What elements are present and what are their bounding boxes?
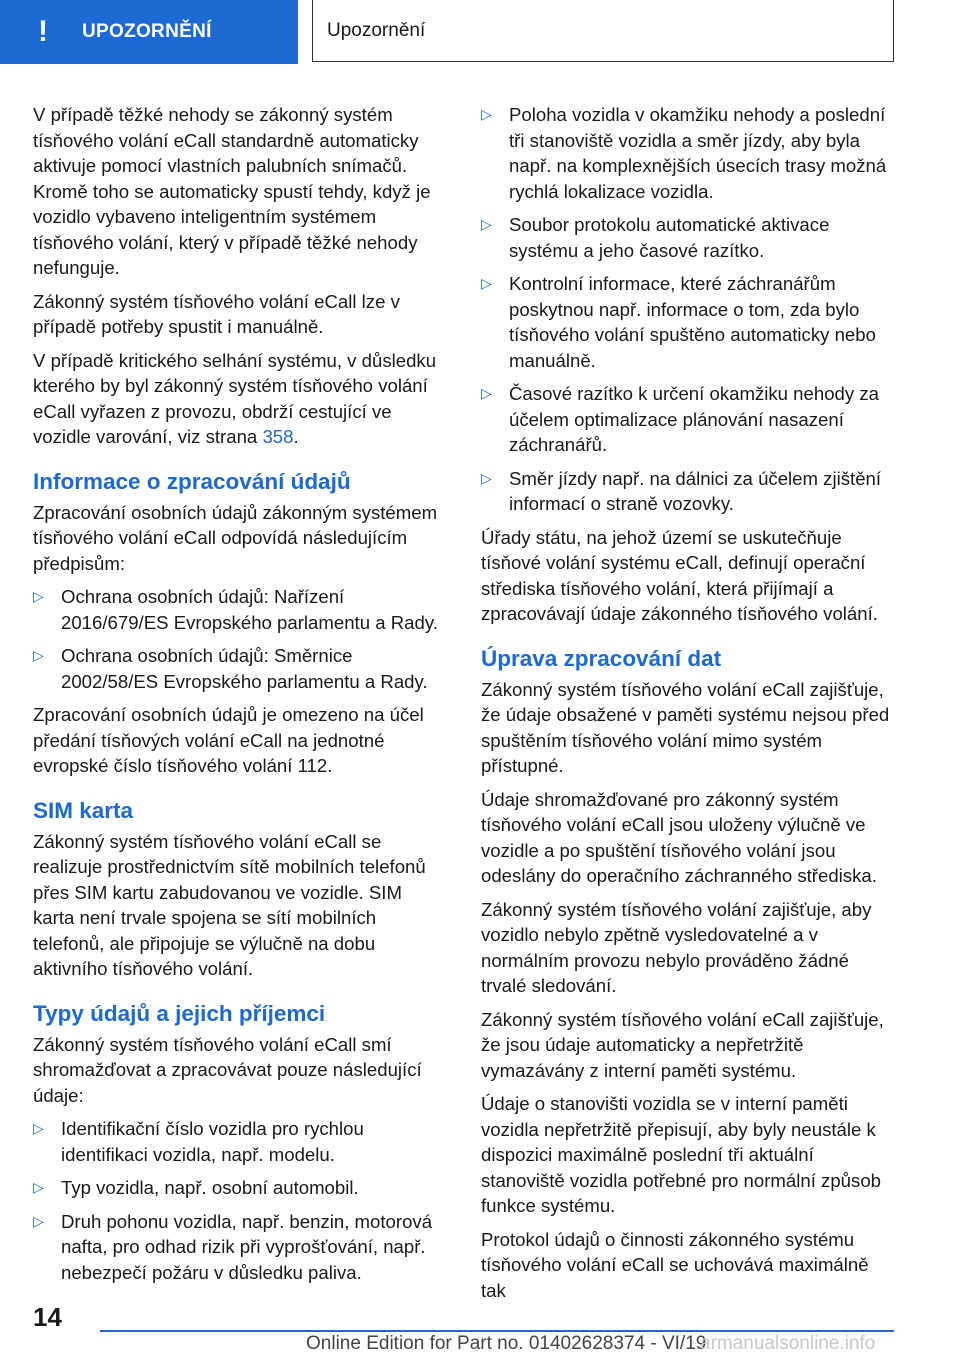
bullet-list [33, 1116, 447, 1285]
list-item: ▷ Poloha vozidla v okamžiku nehody a poslední tři stanoviště vozidla a směr jízdy, aby byla např. na komplexnějších úsecích trasy možná rychlá lokalizace vozidla. [481, 104, 887, 202]
paragraph: V případě kritického selhání systému, v důsledku kterého by byl zákonný systém tísňového volání eCall vyřazen z provozu, obdrží cestující ve vozidle varování, viz strana 358. [33, 349, 437, 447]
left-column [33, 102, 447, 1293]
heading-data-processing-edit: Úprava zpracování dat [481, 645, 722, 671]
list-item: ▷ Typ vozidla, např. osobní automobil. [33, 1175, 447, 1201]
list-item: ▷ Druh pohonu vozidla, např. benzin, motorová nafta, pro odhad rizik při vyprošťování, např. nebezpečí požáru v důsledku paliva. [33, 1210, 433, 1283]
bullet-list [481, 102, 895, 517]
paragraph: Protokol údajů o činnosti zákonného systému tísňového volání eCall se uchovává maximálně tak [481, 1228, 869, 1301]
paragraph: Zákonný systém tísňového volání eCall se realizuje prostřednictvím sítě mobilních telefonů přes SIM kartu zabudovanou ve vozidle. SIM karta není trvale spojena se sítí mobilních telefonů, ale připojuje se výlučně na dobu aktivního tísňového volání. [33, 830, 426, 979]
section-tab [0, 0, 298, 64]
list-item: ▷ Ochrana osobních údajů: Směrnice 2002/58/ES Evropského parlamentu a Rady. [33, 645, 428, 692]
list-item: ▷ Identifikační číslo vozidla pro rychlou identifikaci vozidla, např. modelu. [33, 1118, 364, 1165]
triangle-bullet-icon: ▷ [33, 647, 44, 663]
list-item: ▷ Soubor protokolu automatické aktivace systému a jeho časové razítko. [481, 214, 830, 261]
paragraph: Údaje shromažďované pro zákonný systém tísňového volání eCall jsou uloženy výlučně ve vozidle a po spuštění tísňového volání jsou odeslány do operačního záchranného střediska. [481, 788, 877, 886]
list-item: ▷ Ochrana osobních údajů: Nařízení 2016/679/ES Evropského parlamentu a Rady. [33, 586, 438, 633]
list-item: ▷ Směr jízdy např. na dálnici za účelem zjištění informací o straně vozovky. [481, 467, 882, 514]
paragraph: Zákonný systém tísňového volání eCall smí shromažďovat a zpracovávat pouze následující údaje: [33, 1033, 422, 1106]
triangle-bullet-icon: ▷ [481, 275, 492, 291]
list-item: ▷ Kontrolní informace, které záchranářům poskytnou např. informace o tom, zda bylo tísňového volání spuštěno automaticky nebo manuálně. [481, 273, 876, 371]
paragraph: Zákonný systém tísňového volání eCall lze v případě potřeby spustit i manuálně. [33, 290, 400, 337]
paragraph: Zákonný systém tísňového volání eCall zajišťuje, že údaje obsažené v paměti systému nejsou před spuštěním tísňového volání mimo systém přístupné. [481, 678, 890, 776]
paragraph: Údaje o stanovišti vozidla se v interní paměti vozidla nepřetržitě přepisují, aby byly neustále k dispozici maximálně poslední tři aktuální stanoviště vozidla potřebné pro normální způsob funkce systému. [481, 1093, 882, 1216]
triangle-bullet-icon: ▷ [481, 106, 492, 122]
triangle-bullet-icon: ▷ [33, 588, 44, 604]
chapter-title: Upozornění [327, 19, 426, 41]
right-column [481, 102, 895, 1311]
paragraph: Zpracování osobních údajů je omezeno na účel předání tísňových volání eCall na jednotné evropské číslo tísňového volání 112. [33, 704, 424, 776]
heading-sim-card: SIM karta [33, 797, 134, 823]
triangle-bullet-icon: ▷ [481, 385, 492, 401]
footer-divider [100, 1330, 894, 1332]
triangle-bullet-icon: ▷ [33, 1212, 44, 1229]
page-reference-link[interactable]: 358 [262, 426, 294, 447]
bullet-list [33, 584, 447, 694]
paragraph: Zákonný systém tísňového volání zajišťuje, aby vozidlo nebylo zpětně vysledovatelné a v normálním provozu nebylo prováděno žádné trvalé sledování. [481, 898, 872, 996]
heading-data-types: Typy údajů a jejich příjemci [33, 1000, 326, 1026]
section-label: UPOZORNĚNÍ [82, 21, 212, 42]
triangle-bullet-icon: ▷ [33, 1179, 44, 1195]
triangle-bullet-icon: ▷ [481, 469, 492, 486]
heading-data-processing: Informace o zpracování údajů [33, 468, 351, 494]
paragraph: Zákonný systém tísňového volání eCall zajišťuje, že jsou údaje automaticky a nepřetržitě vymazávány z interní paměti systému. [481, 1008, 884, 1081]
paragraph: Zpracování osobních údajů zákonným systémem tísňového volání eCall odpovídá následujícím předpisům: [33, 501, 438, 574]
chapter-title-box [312, 0, 894, 62]
edition-footer: Online Edition for Part no. 01402628374 - VI/19 [306, 1333, 707, 1354]
triangle-bullet-icon: ▷ [33, 1120, 44, 1136]
paragraph: Úřady státu, na jehož území se uskutečňuje tísňové volání systému eCall, definují operační střediska tísňového volání, která přijímají a zpracovávají údaje zákonného tísňového volání. [481, 526, 878, 624]
list-item: ▷ Časové razítko k určení okamžiku nehody za účelem optimalizace plánování nasazení záchranářů. [481, 383, 879, 455]
watermark: armanualsonline.info [700, 1333, 876, 1354]
page-number: 14 [33, 1302, 62, 1332]
paragraph: V případě těžké nehody se zákonný systém tísňového volání eCall standardně automaticky aktivuje pomocí vlastních palubních snímačů. Kromě toho se automaticky spustí tehdy, když je vozidlo vybaveno inteligentním systémem tísňového volání, který v případě těžké nehody nefunguje. [33, 104, 431, 278]
warning-icon: ! [38, 15, 48, 48]
triangle-bullet-icon: ▷ [481, 216, 492, 232]
